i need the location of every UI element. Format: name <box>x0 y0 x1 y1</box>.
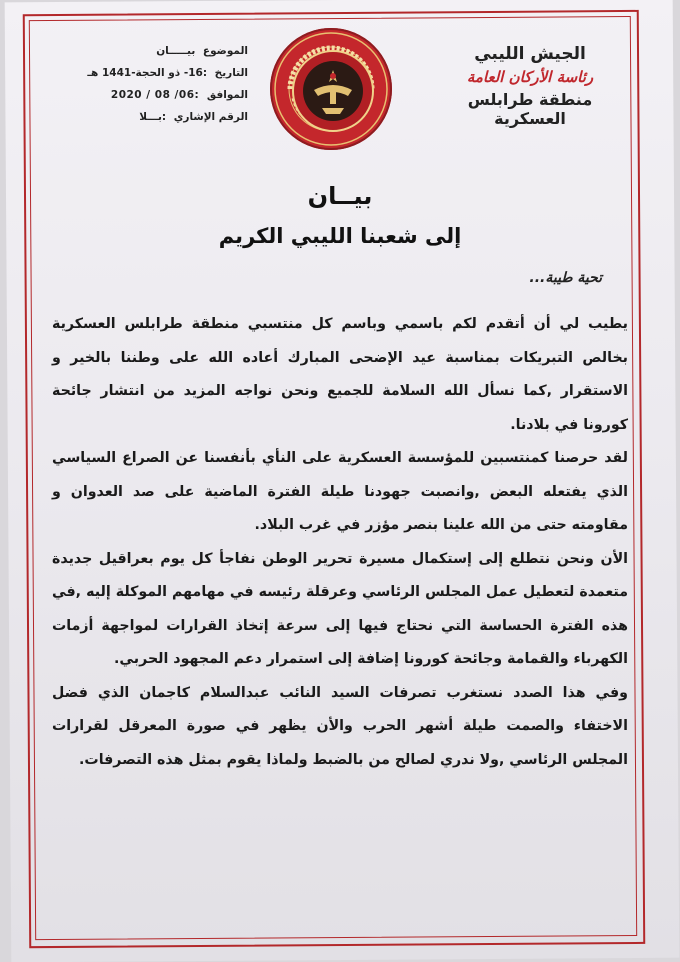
reference-label: الرقم الإشاري <box>173 111 248 123</box>
reference-row <box>48 106 248 128</box>
official-seal <box>270 28 392 150</box>
subject-row <box>48 40 248 62</box>
paragraph: يطيب لي أن أتقدم لكم باسمي وباسم كل منتسبي منطقة طرابلس العسكرية بخالص التبريكات بمناسبة عيد الإضحى المبارك أعاده الله على وطننا بالخير و الاستقرار ,كما نسأل الله السلامة للجميع ونحن نواجه المزيد من انتشار جائحة كورونا في بلادنا. <box>52 316 628 433</box>
subject-value: بيـــــان <box>156 45 196 57</box>
statement-addressee: إلى شعبنا الليبي الكريم <box>218 224 462 248</box>
gregorian-date-row <box>48 84 248 106</box>
paragraph: وفي هذا الصدد نستغرب تصرفات السيد النائب عبدالسلام كاجمان الذي فضل الاختفاء والصمت طيلة أشهر الحرب والأن يظهر في صورة المعرقل لقرارات المجلس الرئاسي ,ولا ندري لصالح من بالضبط ولماذا يقوم بمثل هذه التصرفات. <box>52 684 628 768</box>
letter-meta <box>48 40 248 128</box>
subject-label: الموضوع <box>202 45 248 57</box>
gregorian-date-value: :06/ 08 / 2020 <box>110 89 200 101</box>
org-general-staff: رئاسة الأركان العامة <box>466 68 594 86</box>
hijri-date-value: :16- ذو الحجة-1441 هـ <box>87 67 208 79</box>
greeting: تحية طيبة... <box>529 270 602 286</box>
hijri-date-row <box>48 62 248 84</box>
org-army-name: الجيش الليبي <box>474 44 586 64</box>
letterhead-org <box>440 44 620 128</box>
org-military-zone: منطقة طرابلس العسكرية <box>467 90 593 128</box>
statement-title: بيــان <box>307 182 373 210</box>
paragraph: الأن ونحن نتطلع إلى إستكمال مسيرة تحرير الوطن نفاجأ كل يوم بعراقيل جديدة متعمدة لتعطيل عمل المجلس الرئاسي وعرقلة رئيسه في مهامهم الموكلة إليه ,في هذه الفترة الحساسة التي نحتاج فيها إلى سرعة إتخاذ القرارات لمواجهة أزمات الكهرباء والقمامة وجائحة كورونا إضافة إلى استمرار دعم المجهود الحربي. <box>52 550 628 667</box>
statement-body <box>52 308 628 777</box>
reference-value: :بـــلا <box>139 111 167 123</box>
emblem-icon <box>294 52 372 130</box>
paragraph: لقد حرصنا كمنتسبين للمؤسسة العسكرية على النأي بأنفسنا عن الصراع السياسي الذي يفتعله البعض ,وانصبت جهودنا طيلة الفترة الماضية على صد العدوان و مقاومته حتى من الله علينا بنصر مؤزر في غرب البلاد. <box>52 450 628 533</box>
seal-center <box>292 50 374 132</box>
hijri-date-label: التاريخ <box>214 67 248 79</box>
gregorian-date-label: الموافق <box>206 89 248 101</box>
